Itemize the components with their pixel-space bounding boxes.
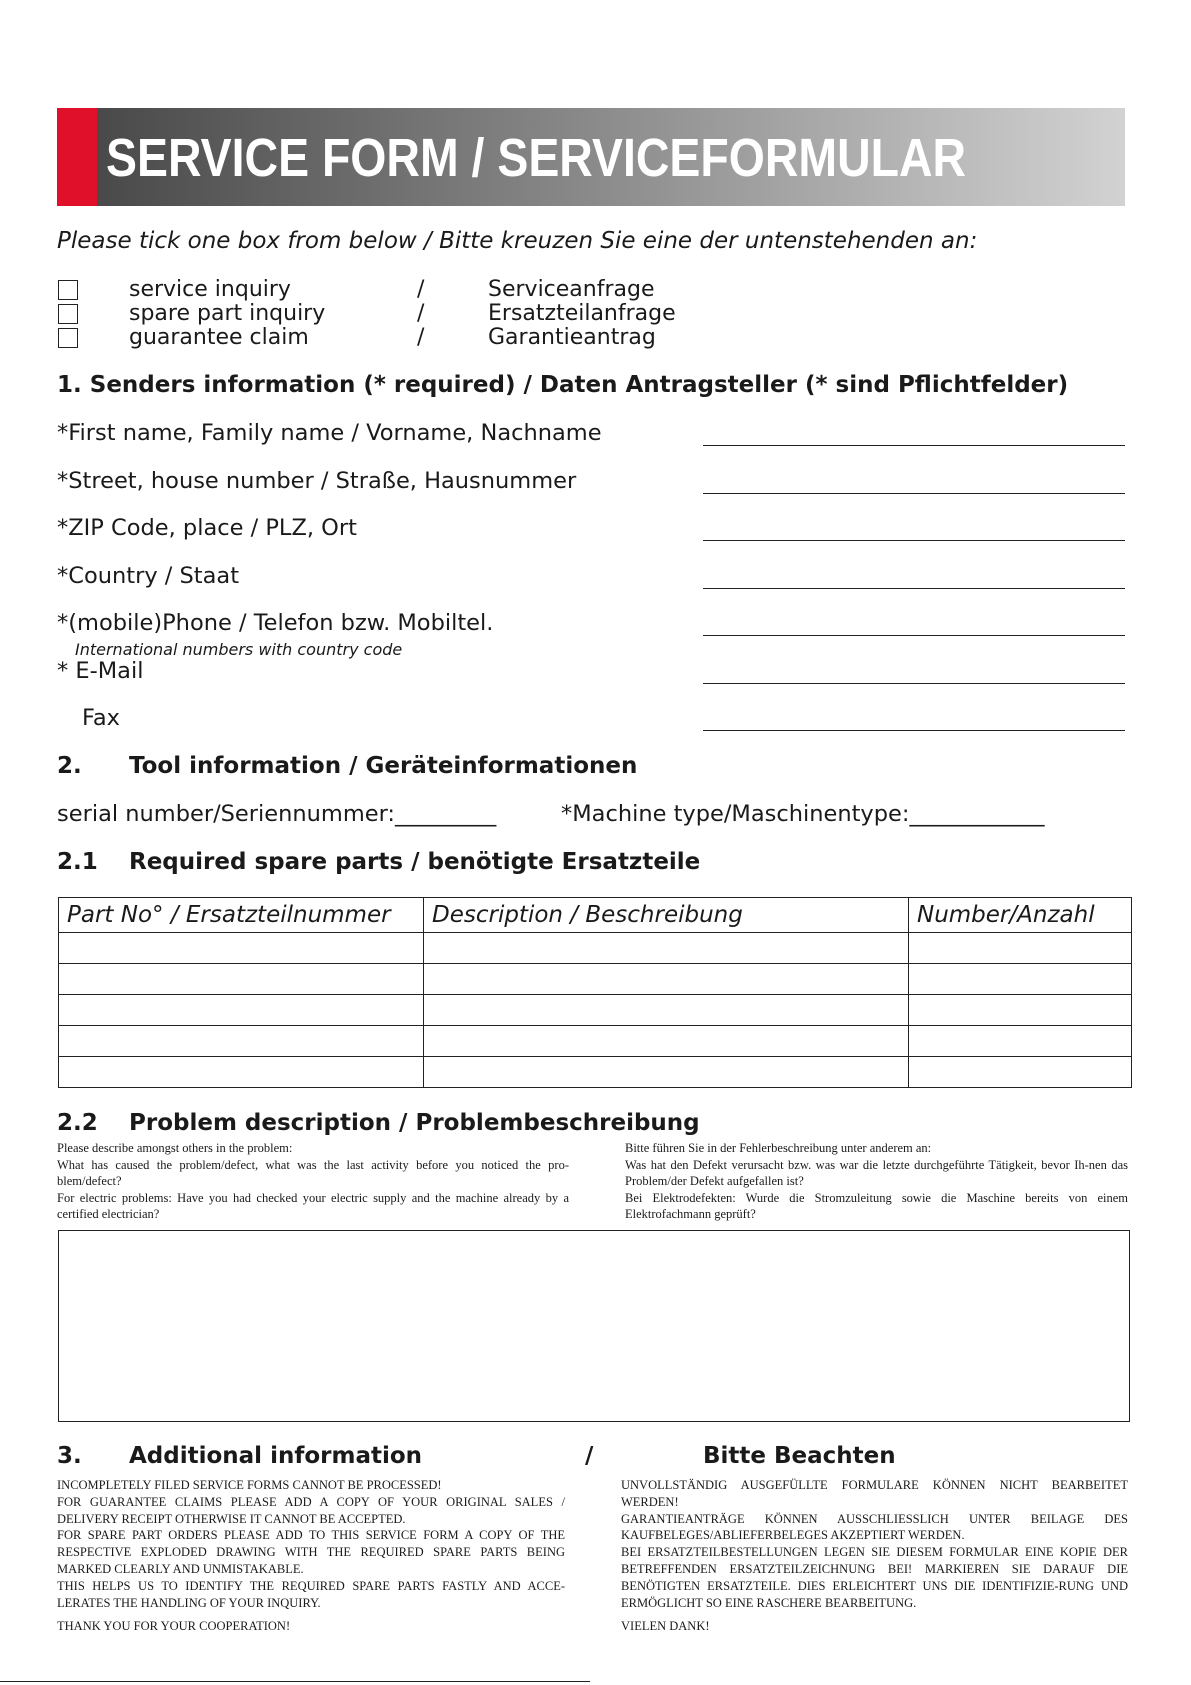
option-de-label: Garantieantrag (488, 325, 656, 350)
table-cell[interactable] (59, 933, 424, 964)
option-de-label: Ersatzteilanfrage (488, 301, 676, 326)
notice-de-line: BEI ERSATZTEILBESTELLUNGEN LEGEN SIE DIESEM FORMULAR EINE KOPIE DER BETREFFENDEN ERSATZTEILZEICHNUNG BEI! MARKIEREN SIE DARAUF DIE BENÖTIGTEN ERSATZTEILE. DIES ERLEICHTERT UNS DIE IDENTIFIZIE-RUNG UND ERMÖGLICHT SO EINE RASCHERE BEARBEITUNG. (621, 1545, 1128, 1610)
section2-number: 2. (57, 753, 82, 779)
checkbox-spare-part-inquiry[interactable] (58, 304, 78, 324)
machine-type-field[interactable]: *Machine type/Maschinentype:____________ (561, 801, 1045, 827)
table-cell[interactable] (424, 1026, 909, 1057)
additional-info-en (57, 1477, 565, 1635)
section22-number: 2.2 (57, 1110, 98, 1136)
table-cell[interactable] (59, 1057, 424, 1088)
problem-en-line: What has caused the problem/defect, what was the last activity before you noticed the pro-blem/defect? (57, 1157, 569, 1188)
field-line-name[interactable] (703, 445, 1125, 446)
table-cell[interactable] (424, 933, 909, 964)
table-row (59, 1057, 1132, 1088)
section22-heading: Problem description / Problembeschreibung (129, 1110, 700, 1136)
thanks-de: VIELEN DANK! (621, 1619, 710, 1634)
option-separator: / (417, 301, 425, 326)
table-cell[interactable] (909, 964, 1132, 995)
problem-en-line: Please describe amongst others in the problem: (57, 1141, 293, 1155)
field-label-zip: *ZIP Code, place / PLZ, Ort (57, 515, 357, 541)
field-line-street[interactable] (703, 493, 1125, 494)
table-cell[interactable] (424, 964, 909, 995)
serial-number-field[interactable]: serial number/Seriennummer:_________ (57, 801, 497, 827)
notice-en-line: INCOMPLETELY FILED SERVICE FORMS CANNOT BE PROCESSED! (57, 1478, 442, 1492)
table-cell[interactable] (59, 1026, 424, 1057)
field-line-fax[interactable] (703, 730, 1125, 731)
column-header-description: Description / Beschreibung (424, 898, 909, 933)
field-line-country[interactable] (703, 588, 1125, 589)
section1-heading: 1. Senders information (* required) / Daten Antragsteller (* sind Pflichtfelder) (57, 372, 1069, 398)
problem-description-box[interactable] (58, 1230, 1130, 1422)
field-label-street: *Street, house number / Straße, Hausnummer (57, 468, 577, 494)
field-line-phone[interactable] (703, 635, 1125, 636)
notice-en-line: FOR SPARE PART ORDERS PLEASE ADD TO THIS SERVICE FORM A COPY OF THE RESPECTIVE EXPLODED DRAWING WITH THE REQUIRED SPARE PARTS BEING MARKED CLEARLY AND UNMISTAKABLE. (57, 1528, 565, 1576)
table-cell[interactable] (59, 964, 424, 995)
notice-de-line: UNVOLLSTÄNDIG AUSGEFÜLLTE FORMULARE KÖNNEN NICHT BEARBEITET WERDEN! (621, 1478, 1128, 1509)
column-header-number: Number/Anzahl (909, 898, 1132, 933)
option-separator: / (417, 325, 425, 350)
problem-de-line: Bitte führen Sie in der Fehlerbeschreibung unter anderem an: (625, 1141, 932, 1155)
option-en-label: guarantee claim (129, 325, 309, 350)
table-cell[interactable] (909, 1057, 1132, 1088)
section3-separator: / (585, 1443, 594, 1469)
option-de-label: Serviceanfrage (488, 277, 655, 302)
table-row (59, 995, 1132, 1026)
checkbox-guarantee-claim[interactable] (58, 328, 78, 348)
field-label-fax: Fax (82, 705, 120, 731)
table-cell[interactable] (909, 995, 1132, 1026)
field-label-country: *Country / Staat (57, 563, 240, 589)
section21-heading: Required spare parts / benötigte Ersatzteile (129, 849, 701, 875)
additional-info-de (621, 1477, 1128, 1635)
notice-en-line: FOR GUARANTEE CLAIMS PLEASE ADD A COPY OF YOUR ORIGINAL SALES / DELIVERY RECEIPT OTHERWISE IT CANNOT BE ACCEPTED. (57, 1494, 565, 1526)
table-row (59, 964, 1132, 995)
tick-instruction: Please tick one box from below / Bitte kreuzen Sie eine der untenstehenden an: (57, 228, 978, 254)
table-cell[interactable] (424, 995, 909, 1026)
notice-en-line: THIS HELPS US TO IDENTIFY THE REQUIRED SPARE PARTS FASTLY AND ACCE-LERATES THE HANDLING OF YOUR INQUIRY. (57, 1578, 565, 1610)
problem-instructions-de (625, 1140, 1128, 1223)
header-accent (57, 108, 97, 206)
table-cell[interactable] (424, 1057, 909, 1088)
field-label-email: * E-Mail (57, 658, 144, 684)
section21-number: 2.1 (57, 849, 98, 875)
table-cell[interactable] (909, 933, 1132, 964)
option-en-label: service inquiry (129, 277, 291, 302)
problem-de-line: Was hat den Defekt verursacht bzw. was war die letzte durchgeführte Tätigkeit, bevor Ih-nen das Problem/der Defekt aufgefallen ist? (625, 1157, 1128, 1188)
table-header-row (59, 898, 1132, 933)
field-line-email[interactable] (703, 683, 1125, 684)
section3-number: 3. (57, 1443, 82, 1469)
phone-hint: International numbers with country code (75, 640, 403, 659)
section3-heading-en: Additional information (129, 1443, 423, 1469)
thanks-en: THANK YOU FOR YOUR COOPERATION! (57, 1619, 291, 1634)
option-en-label: spare part inquiry (129, 301, 326, 326)
checkbox-service-inquiry[interactable] (58, 280, 78, 300)
column-header-part-no: Part No° / Ersatzteilnummer (59, 898, 424, 933)
table-cell[interactable] (909, 1026, 1132, 1057)
table-row (59, 933, 1132, 964)
problem-instructions-en (57, 1140, 569, 1223)
field-label-phone: *(mobile)Phone / Telefon bzw. Mobiltel. (57, 610, 494, 636)
footer-rule (0, 1681, 590, 1682)
table-cell[interactable] (59, 995, 424, 1026)
option-separator: / (417, 277, 425, 302)
table-row (59, 1026, 1132, 1057)
form-title: SERVICE FORM / SERVICEFORMULAR (106, 128, 967, 188)
problem-de-line: Bei Elektrodefekten: Wurde die Stromzuleitung sowie die Maschine bereits von einem Elektrofachmann geprüft? (625, 1190, 1128, 1221)
spare-parts-table (58, 897, 1132, 1088)
notice-de-line: GARANTIEANTRÄGE KÖNNEN AUSSCHLIESSLICH UNTER BEILAGE DES KAUFBELEGES/ABLIEFERBELEGES AKZEPTIERT WERDEN. (621, 1511, 1128, 1543)
section3-heading-de: Bitte Beachten (703, 1443, 896, 1469)
field-label-name: *First name, Family name / Vorname, Nachname (57, 420, 602, 446)
field-line-zip[interactable] (703, 540, 1125, 541)
section2-heading: Tool information / Geräteinformationen (129, 753, 638, 779)
problem-en-line: For electric problems: Have you had checked your electric supply and the machine already by a certified electrician? (57, 1190, 569, 1221)
